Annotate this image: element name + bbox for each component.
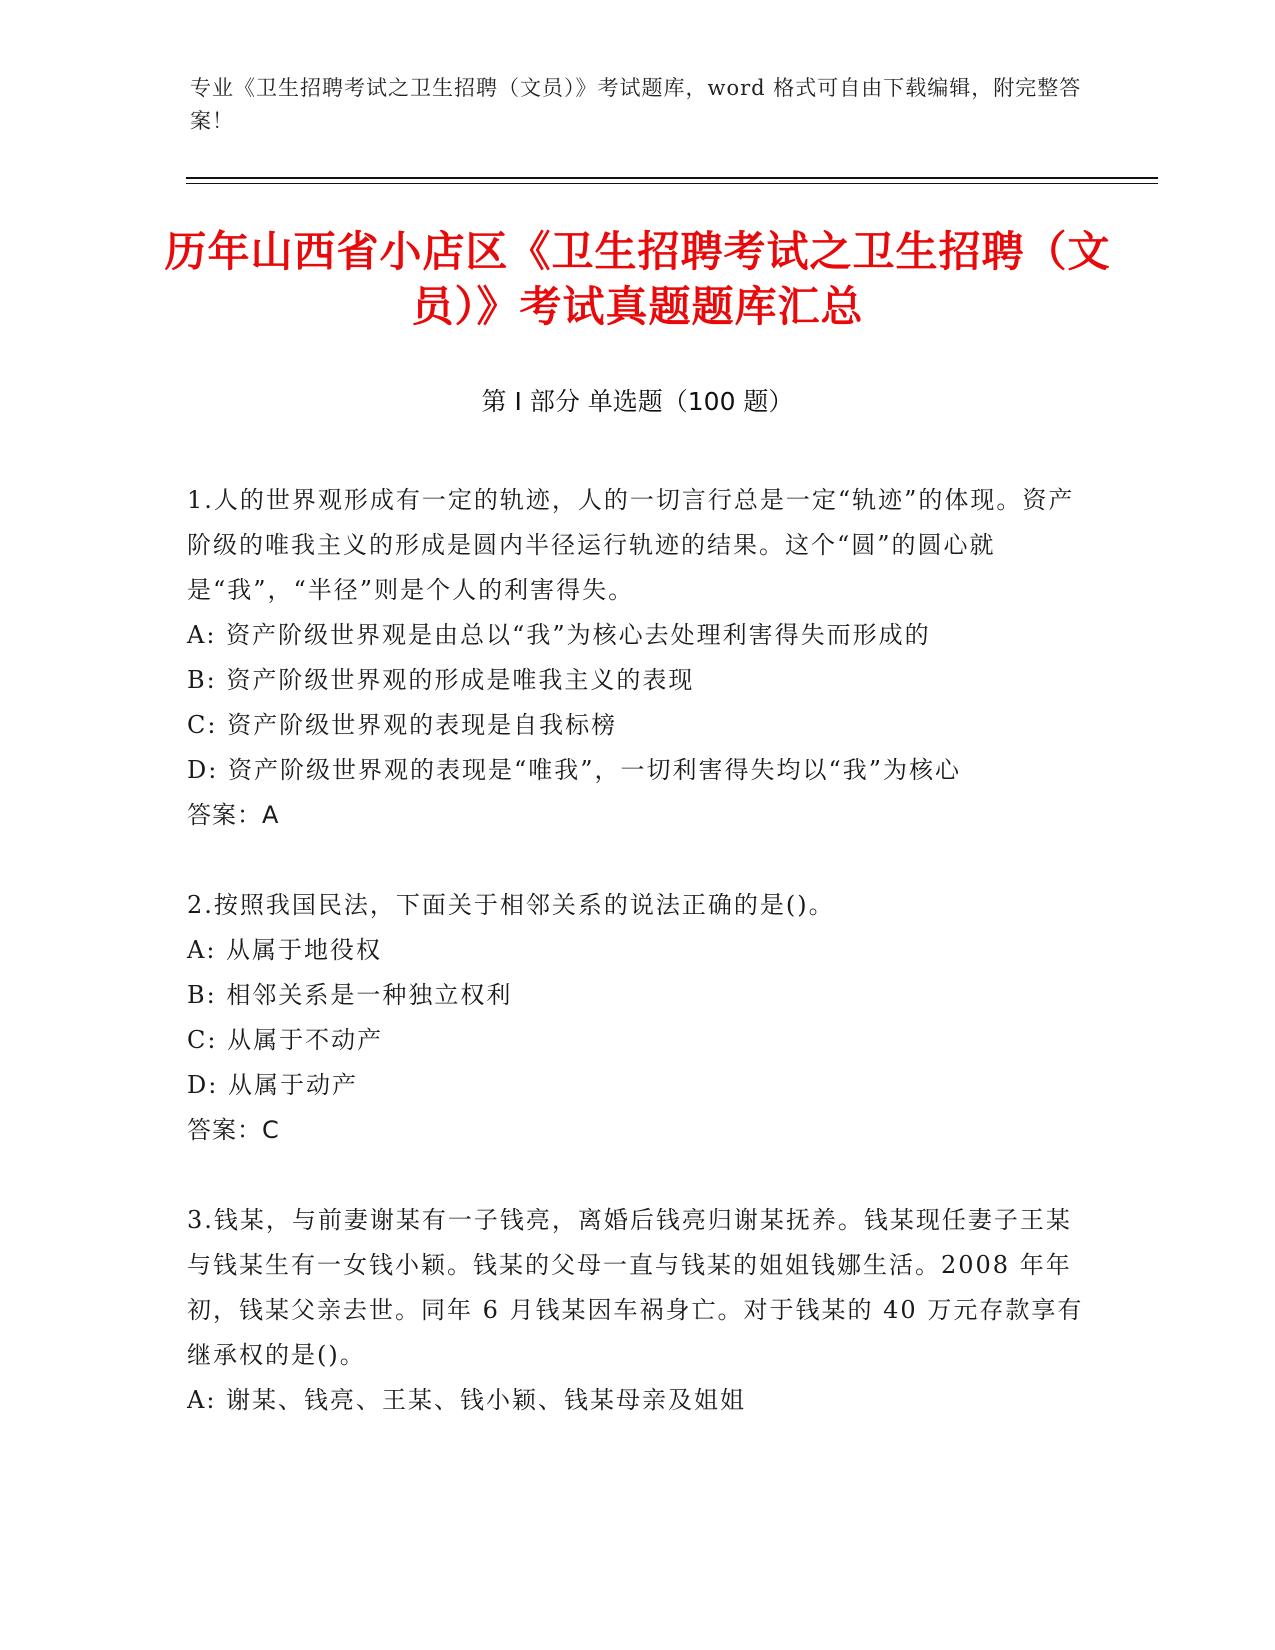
question-2 <box>187 883 1087 1153</box>
question-1 <box>187 478 1087 838</box>
question-list <box>187 478 1087 1468</box>
option-b: B: 资产阶级世界观的形成是唯我主义的表现 <box>187 666 695 694</box>
question-stem: 2.按照我国民法，下面关于相邻关系的说法正确的是()。 <box>187 891 835 919</box>
header-note: 专业《卫生招聘考试之卫生招聘（文员）》考试题库，word 格式可自由下载编辑，附完整答案！ <box>190 76 1082 133</box>
option-b: B: 相邻关系是一种独立权利 <box>187 981 513 1009</box>
question-stem: 1.人的世界观形成有一定的轨迹，人的一切言行总是一定“轨迹”的体现。资产阶级的唯我主义的形成是圆内半径运行轨迹的结果。这个“圆”的圆心就是“我”，“半径”则是个人的利害得失。 <box>187 486 1075 604</box>
question-stem: 3.钱某，与前妻谢某有一子钱亮，离婚后钱亮归谢某抚养。钱某现任妻子王某与钱某生有一女钱小颖。钱某的父母一直与钱某的姐姐钱娜生活。2008 年年初，钱某父亲去世。同年 6 月钱某因车祸身亡。对于钱某的 40 万元存款享有继承权的是()。 <box>187 1206 1084 1369</box>
answer: 答案：C <box>187 1116 280 1144</box>
header-divider-thick <box>186 177 1158 179</box>
header-divider-thin <box>186 183 1158 184</box>
answer: 答案：A <box>187 801 280 829</box>
document-title: 历年山西省小店区《卫生招聘考试之卫生招聘（文员）》考试真题题库汇总 <box>164 227 1111 331</box>
option-a: A: 资产阶级世界观是由总以“我”为核心去处理利害得失而形成的 <box>187 621 931 649</box>
option-d: D: 从属于动产 <box>187 1071 358 1099</box>
option-a: A: 从属于地役权 <box>187 936 383 964</box>
option-d: D: 资产阶级世界观的表现是“唯我”，一切利害得失均以“我”为核心 <box>187 756 962 784</box>
option-c: C: 从属于不动产 <box>187 1026 384 1054</box>
section-heading: 第 I 部分 单选题（100 题） <box>481 387 794 416</box>
question-3 <box>187 1198 1087 1423</box>
option-c: C: 资产阶级世界观的表现是自我标榜 <box>187 711 618 739</box>
option-a: A: 谢某、钱亮、王某、钱小颖、钱某母亲及姐姐 <box>187 1386 747 1414</box>
